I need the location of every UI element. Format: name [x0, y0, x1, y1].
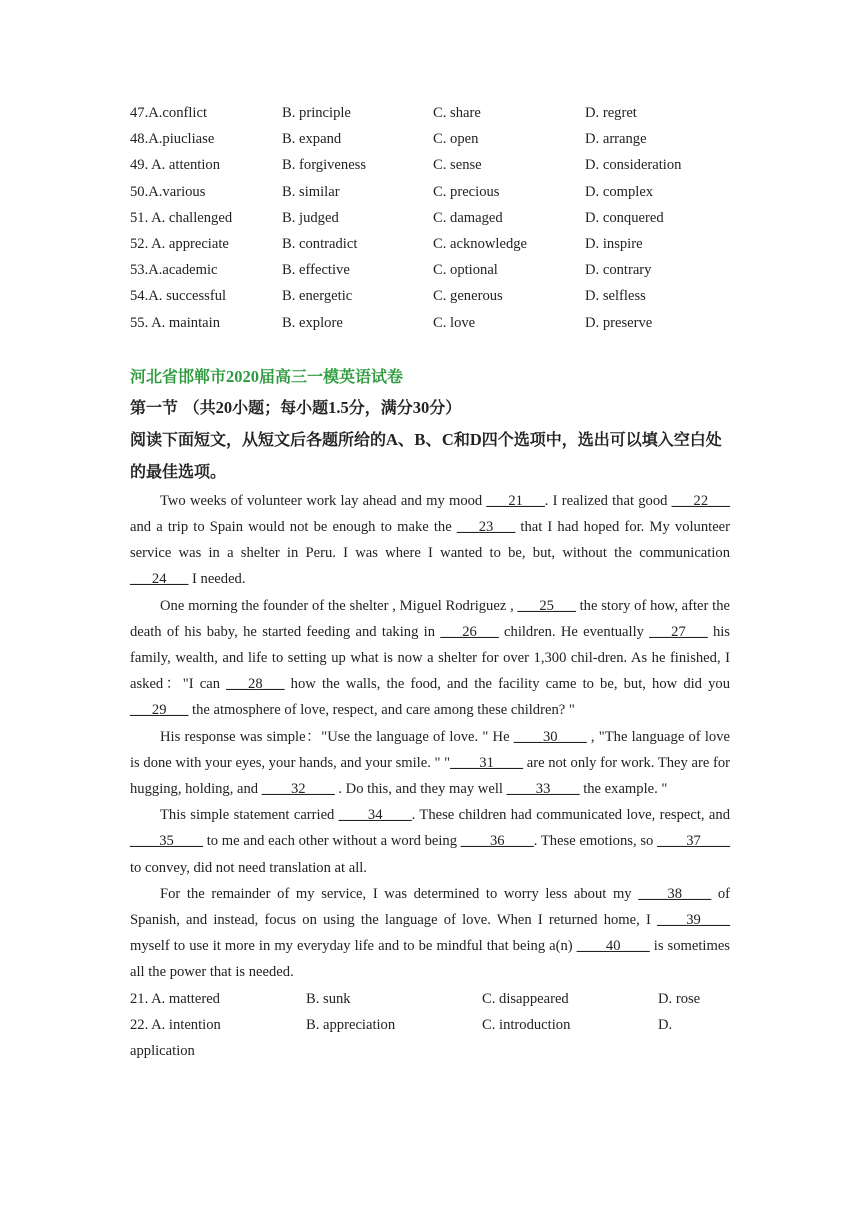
option-c: C. optional — [433, 262, 498, 279]
option-b: B. judged — [282, 209, 339, 226]
passage-text: are not only for work. They are for hugging, holding, and — [130, 754, 730, 797]
blank-34: ____34____ — [338, 807, 412, 824]
part-heading-text: 小题；每小题 — [232, 397, 329, 417]
option-row-50 — [130, 179, 730, 205]
option-d-wrapped-text: application — [130, 1042, 195, 1059]
blank-26: ___26___ — [440, 623, 499, 640]
instructions-text: 和 — [453, 429, 470, 449]
option-row-53 — [130, 257, 730, 283]
option-b: B. appreciation — [306, 1016, 396, 1033]
option-d: D. regret — [585, 105, 637, 121]
passage-text: how the walls, the food, and the facility came to be, but, how did you — [284, 676, 730, 693]
option-a: 55. A. maintain — [130, 314, 220, 331]
passage-text: Two weeks of volunteer work lay ahead and my mood — [160, 492, 487, 509]
instructions — [130, 424, 730, 488]
passage-text: . These emotions, so — [533, 833, 658, 850]
option-d: D. preserve — [585, 314, 653, 331]
option-row-49 — [130, 152, 730, 178]
passage-text: is sometimes all the power that is needed. — [130, 938, 730, 981]
option-d: D. — [658, 1016, 673, 1033]
option-c: C. share — [433, 105, 481, 121]
passage-text: of Spanish, and instead, focus on using the language of love. When I returned home, I — [130, 885, 730, 928]
passage-paragraph-1 — [130, 488, 730, 593]
part-heading-text: 分，满分 — [348, 397, 413, 417]
option-b: B. explore — [282, 314, 343, 331]
passage-text: This simple statement carried — [160, 807, 339, 824]
blank-22: ___22___ — [671, 492, 730, 509]
blank-31: ____31____ — [450, 754, 524, 771]
blank-24: ___24___ — [130, 571, 189, 588]
option-c: C. acknowledge — [433, 235, 528, 252]
blank-25: ___25___ — [517, 597, 576, 614]
instructions-text: 阅读下面短文，从短文后各题所给的 — [130, 429, 387, 449]
passage-text: . I realized that good — [544, 492, 672, 509]
passage-text: his family, wealth, and life to setting up what is now a shelter for over 1,300 chil-dren. As he finished, I asked："I can — [130, 623, 730, 693]
option-a: 53.A.academic — [130, 262, 218, 279]
option-b: B. expand — [282, 131, 342, 148]
option-c: C. precious — [433, 183, 500, 200]
option-d: D. rose — [658, 990, 701, 1007]
answer-row-22 — [130, 1012, 730, 1038]
option-a: 51. A. challenged — [130, 209, 233, 226]
blank-28: ___28___ — [226, 676, 285, 693]
blank-21: ___21___ — [486, 492, 545, 509]
option-b: B. sunk — [306, 990, 351, 1007]
part-heading-text: 分） — [429, 397, 462, 417]
option-b: B. contradict — [282, 235, 358, 252]
option-d: D. inspire — [585, 235, 643, 252]
option-a: 21. A. mattered — [130, 990, 220, 1007]
option-d: D. contrary — [585, 262, 652, 279]
option-a: 54.A. successful — [130, 288, 227, 305]
blank-40: ____40____ — [576, 938, 650, 955]
option-b: B. forgiveness — [282, 157, 367, 174]
option-d: D. arrange — [585, 131, 647, 148]
passage-paragraph-5 — [130, 881, 730, 986]
blank-27: ___27___ — [649, 623, 708, 640]
option-c: C. love — [433, 314, 476, 331]
part-heading-total: 30 — [412, 397, 430, 417]
answer-options-list — [130, 986, 730, 1065]
exam-title-year: 2020 — [226, 366, 260, 386]
option-row-52 — [130, 231, 730, 257]
passage-text: the example. " — [579, 780, 668, 797]
option-d: D. selfless — [585, 288, 646, 305]
document-page — [130, 100, 730, 1064]
instructions-letters: A、B、C — [386, 429, 454, 449]
instructions-letter-d: D — [469, 429, 482, 449]
option-c: C. sense — [433, 157, 482, 174]
blank-35: ____35____ — [130, 833, 203, 850]
option-b: B. similar — [282, 183, 340, 200]
option-d: D. complex — [585, 183, 654, 200]
passage-paragraph-3 — [130, 724, 730, 803]
answer-row-21 — [130, 986, 730, 1012]
passage-text: children. He eventually — [498, 623, 650, 640]
passage-text: . Do this, and they may well — [334, 780, 507, 797]
passage-paragraph-2 — [130, 593, 730, 724]
option-b: B. effective — [282, 262, 350, 279]
part-heading — [130, 392, 730, 424]
passage-text: His response was simple："Use the language of love. " He — [160, 728, 514, 745]
passage-text: the atmosphere of love, respect, and care among these children? " — [188, 702, 575, 719]
blank-30: ____30____ — [513, 728, 587, 745]
option-d: D. consideration — [585, 157, 682, 174]
option-row-47 — [130, 100, 730, 126]
option-c: C. damaged — [433, 209, 503, 226]
blank-29: ___29___ — [130, 702, 189, 719]
option-a: 48.A.piucliase — [130, 131, 215, 148]
previous-options-list — [130, 100, 730, 336]
passage-text: to me and each other without a word being — [202, 833, 461, 850]
option-c: C. generous — [433, 288, 503, 305]
part-heading-text: 第一节 （共 — [130, 397, 216, 417]
passage-text: to convey, did not need translation at all. — [130, 859, 367, 876]
passage-text: that I had hoped for. My volunteer service was in a shelter in Peru. I was where I wanted to be, but, without the communication — [130, 518, 731, 562]
option-a: 52. A. appreciate — [130, 235, 229, 252]
option-b: B. principle — [282, 105, 351, 121]
passage-text: I needed. — [188, 571, 246, 588]
option-row-54 — [130, 283, 730, 309]
passage-text: the story of how, after the death of his baby, he started feeding and taking in — [130, 597, 730, 640]
option-row-48 — [130, 126, 730, 152]
passage-text: myself to use it more in my everyday life and to be mindful that being a(n) — [130, 938, 577, 955]
option-a: 22. A. intention — [130, 1016, 221, 1033]
part-heading-count: 20 — [215, 397, 233, 417]
exam-title-region: 河北省邯郸市 — [130, 366, 227, 386]
passage-text: , "The language of love is done with your eyes, your hands, and your smile. " " — [130, 728, 730, 771]
option-a: 47.A.conflict — [130, 105, 208, 121]
blank-37: ____37____ — [657, 833, 730, 850]
passage-text: and a trip to Spain would not be enough to make the — [130, 518, 457, 535]
part-heading-points: 1.5 — [328, 397, 349, 417]
blank-32: ____32____ — [261, 780, 335, 797]
exam-title — [130, 362, 730, 392]
answer-row-22-wrap — [130, 1038, 730, 1064]
cloze-passage — [130, 488, 730, 986]
instructions-text: 四个选项中，选出可以填入空白处的最佳选项。 — [130, 429, 722, 481]
option-d: D. conquered — [585, 209, 664, 226]
blank-33: ____33____ — [506, 780, 580, 797]
option-c: C. introduction — [482, 1016, 571, 1033]
option-c: C. disappeared — [482, 990, 569, 1007]
blank-38: ____38____ — [638, 885, 712, 902]
passage-text: One morning the founder of the shelter , Miguel Rodriguez , — [160, 597, 518, 614]
option-b: B. energetic — [282, 288, 353, 305]
passage-text: . These children had communicated love, respect, and — [411, 807, 730, 824]
option-c: C. open — [433, 131, 479, 148]
passage-paragraph-4 — [130, 802, 730, 881]
passage-text: For the remainder of my service, I was determined to worry less about my — [160, 885, 639, 902]
blank-39: ____39____ — [657, 911, 730, 928]
option-a: 49. A. attention — [130, 157, 220, 174]
option-row-55 — [130, 310, 730, 336]
blank-36: ____36____ — [460, 833, 534, 850]
blank-23: ___23___ — [456, 518, 516, 535]
exam-title-name: 届高三一模英语试卷 — [259, 366, 404, 386]
option-a: 50.A.various — [130, 183, 206, 200]
option-row-51 — [130, 205, 730, 231]
